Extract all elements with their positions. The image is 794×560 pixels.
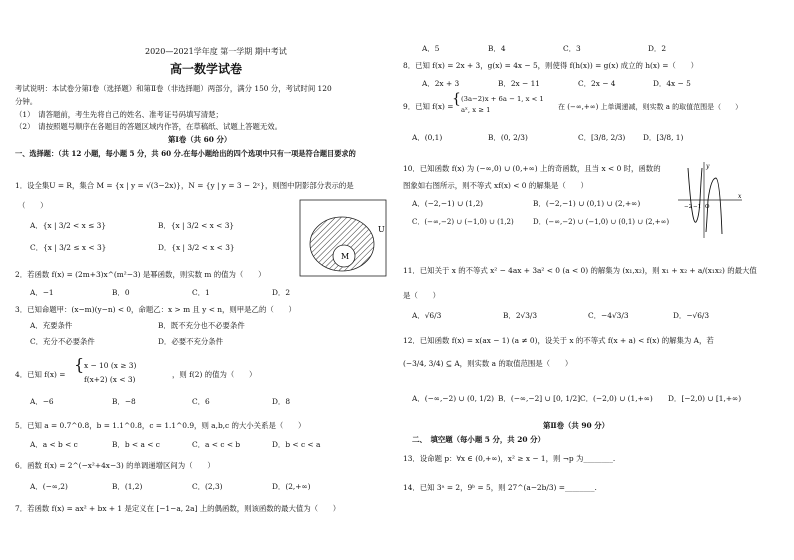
q8-option-c: C．2x − 4 (578, 79, 616, 88)
q8-option-b: B．2x − 11 (498, 79, 540, 88)
q10-option-c: C．(−∞,−2) ∪ (−1,0) ∪ (1,2) (412, 218, 514, 226)
q11-stem: 11．已知关于 x 的不等式 x² − 4ax + 3a² < 0 (a < 0) 的解集为 (x₁,x₂)，则 x₁ + x₂ + a/(x₁x₂) 的最大值 (403, 266, 757, 275)
q3-option-c: C．充分不必要条件 (30, 337, 95, 346)
q9-brace: { (452, 91, 461, 107)
q4-option-c: C．6 (192, 397, 210, 406)
q9-option-b: B．(0, 2/3) (488, 133, 528, 142)
q12-option-a: A．(−∞,−2) ∪ (0, 1/2) (412, 394, 495, 403)
q6-option-c: C．(2,3) (192, 482, 223, 491)
q2-stem: 2．若函数 f(x) = (2m+3)x^(m²−3) 是幂函数，则实数 m 的值为（ ） (15, 270, 266, 279)
venn-diagram (298, 198, 390, 278)
q10-label-neg2: −2 (684, 204, 693, 210)
q5-stem: 5．已知 a = 0.7^0.8，b = 1.1^0.8，c = 1.1^0.9，则 a,b,c 的大小关系是（ ） (15, 421, 306, 430)
q6-option-a: A．(−∞,2) (30, 482, 68, 491)
section2-title: 第Ⅱ卷（共 90 分） (543, 421, 610, 430)
q5-option-c: C．a < c < b (192, 440, 241, 449)
section1-heading: 一、选择题：（共 12 小题，每小题 5 分，共 60 分.在每小题给出的四个选项中只有一项是符合题目要求的 (15, 149, 356, 158)
q10-label-origin: O (705, 204, 710, 210)
q8-stem: 8．已知 f(x) = 2x + 3，g(x) = 4x − 5，则使得 f(h(x)) = g(x) 成立的 h(x) =（ ） (403, 61, 698, 70)
exam-title-line: 2020—2021学年度 第一学期 期中考试 (145, 47, 287, 56)
instruction-line-3: （1） 请答题前，考生先将自己的姓名、准考证号码填写清楚； (15, 110, 223, 119)
q1-option-a: A．{x | 3/2 < x ≤ 3} (30, 221, 107, 230)
q10-option-a: A．(−2,−1) ∪ (1,2) (412, 199, 484, 208)
q11-option-d: D．−√6/3 (673, 311, 710, 320)
q3-stem: 3．已知命题甲：(x−m)(y−n) < 0，命题乙：x > m 且 y < n，则甲是乙的（ ） (15, 305, 296, 314)
q4-brace: { (74, 355, 85, 374)
q10-option-d: D．(−∞,−2) ∪ (−1,0) ∪ (0,1) ∪ (2,+∞) (533, 218, 670, 226)
q2-option-b: B．0 (112, 288, 130, 297)
q6-option-d: D．(2,+∞) (272, 482, 311, 491)
q6-option-b: B．(1,2) (112, 482, 143, 491)
q2-option-a: A．−1 (30, 288, 54, 297)
q10-label-neg1: −1 (693, 204, 702, 210)
q6-stem: 6．函数 f(x) = 2^(−x²+4x−3) 的单调递增区间为（ ） (15, 461, 215, 470)
q10-graph (676, 160, 744, 240)
q9-option-d: D．[3/8, 1) (643, 133, 684, 142)
q2-option-c: C．1 (192, 288, 210, 297)
q4-lead: 4．已知 f(x) = (15, 370, 66, 379)
q3-option-a: A．充要条件 (30, 321, 73, 330)
venn-label-m: M (341, 252, 350, 261)
instruction-line-4: （2） 请按照题号顺序在各题目的答题区域内作答，在草稿纸、试题上答题无效。 (15, 122, 283, 131)
venn-label-u: U (378, 225, 385, 234)
instruction-line-1: 考试说明：本试卷分第Ⅰ卷（选择题）和第Ⅱ卷（非选择题）两部分，满分 150 分，考试时间 120 (15, 84, 332, 93)
q5-option-b: B．b < a < c (112, 440, 160, 449)
q4-case-2: f(x+2) (x < 3) (84, 375, 136, 384)
q10-option-b: B．(−2,−1) ∪ (0,1) ∪ (2,+∞) (533, 199, 641, 208)
section1-title: 第Ⅰ卷（共 60 分） (168, 135, 232, 144)
exam-subject: 高一数学试卷 (170, 62, 243, 76)
q2-option-d: D．2 (272, 288, 291, 297)
q10-label-y: y (706, 163, 710, 170)
q9-case-2: aˣ, x ≥ 1 (461, 106, 491, 114)
q10-curve-left (688, 168, 702, 222)
q7-option-b: B．4 (488, 44, 506, 53)
q8-option-d: D．4x − 5 (653, 79, 691, 88)
q8-option-a: A．2x + 3 (422, 79, 460, 88)
q9-lead: 9．已知 f(x) = (403, 102, 454, 111)
q3-option-b: B．既不充分也不必要条件 (158, 321, 245, 330)
q12-option-c: C．(−2,0) ∪ (1,+∞) (580, 394, 653, 403)
q4-option-a: A．−6 (30, 397, 54, 406)
q9-option-c: C．[3/8, 2/3) (578, 133, 626, 142)
q9-tail: 在 (−∞,+∞) 上单调递减，则实数 a 的取值范围是（ ） (558, 103, 743, 111)
q14-stem: 14．已知 3ᵃ = 2，9ᵇ = 5，则 27^(a−2b/3) =________. (403, 483, 597, 492)
q11-stem-2: 是（ ） (403, 291, 440, 300)
q10-stem-2: 图象如右图所示，则不等式 xf(x) < 0 的解集是（ ） (403, 181, 588, 190)
q1-option-b: B．{x | 3/2 < x < 3} (158, 221, 235, 230)
q7-option-d: D．2 (648, 44, 667, 53)
q9-option-a: A．(0,1) (412, 133, 443, 142)
q4-case-1: x − 10 (x ≥ 3) (84, 361, 137, 370)
instruction-line-2: 分钟。 (15, 97, 38, 106)
q13-stem: 13．设命题 p：∀x ∈ (0,+∞)，x² ≥ x − 1，则 ¬p 为________. (403, 454, 616, 463)
q4-option-b: B．−8 (112, 397, 136, 406)
section2-heading: 二、 填空题（每小题 5 分，共 20 分） (412, 435, 545, 444)
q9-case-1: (3a−2)x + 6a − 1, x < 1 (461, 95, 544, 103)
q7-option-a: A．5 (422, 44, 440, 53)
q12-option-b: B．(−∞,−2] ∪ [0, 1/2] (498, 394, 581, 403)
q7-option-c: C．3 (563, 44, 581, 53)
q12-option-d: D．[−2,0) ∪ [1,+∞) (668, 394, 742, 403)
q5-option-d: D．b < c < a (272, 440, 321, 449)
q4-option-d: D．8 (272, 397, 291, 406)
q1-paren: （ ） (18, 201, 48, 210)
q11-option-b: B．2√3/3 (503, 311, 538, 320)
q12-stem-2: (−3/4, 3/4) ⊆ A，则实数 a 的取值范围是（ ） (403, 359, 573, 368)
q3-option-d: D．必要不充分条件 (158, 337, 224, 346)
q11-option-c: C．−4√3/3 (588, 311, 629, 320)
q10-label-x: x (738, 193, 742, 200)
q10-stem-1: 10．已知函数 f(x) 为 (−∞,0) ∪ (0,+∞) 上的奇函数，且当 x < 0 时，函数的 (403, 164, 661, 173)
q12-stem-1: 12．已知函数 f(x) = x(ax − 1) (a ≠ 0)，设关于 x 的不等式 f(x + a) < f(x) 的解集为 A，若 (403, 336, 714, 345)
q4-tail: ，则 f(2) 的值为（ ） (172, 370, 257, 379)
q1-option-c: C．{x | 3/2 ≤ x < 3} (30, 243, 107, 252)
q11-option-a: A．√6/3 (412, 311, 442, 320)
q1-stem: 1．设全集U = R，集合 M = {x | y = √(3−2x)}，N = {y | y = 3 − 2ˣ}，则图中阴影部分表示的是 (15, 181, 354, 190)
q5-option-a: A．a < b < c (30, 440, 78, 449)
q7-stem: 7．若函数 f(x) = ax² + bx + 1 是定义在 [−1−a, 2a] 上的偶函数，则该函数的最大值为（ ） (15, 504, 341, 513)
q1-option-d: D．{x | 3/2 < x < 3} (158, 243, 235, 252)
